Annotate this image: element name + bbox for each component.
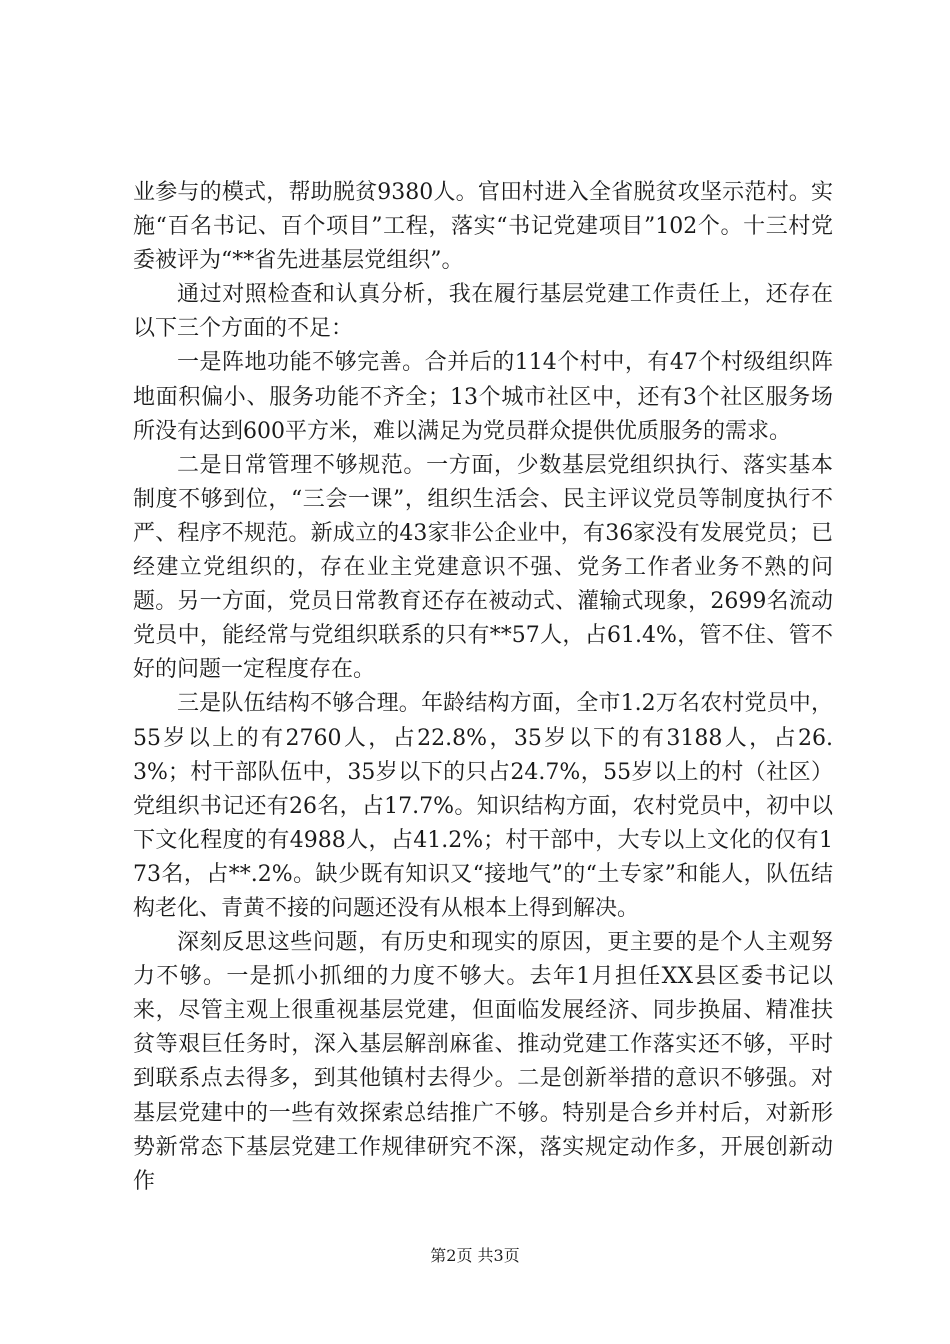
paragraph-continuation: 业参与的模式，帮助脱贫9380人。官田村进入全省脱贫攻坚示范村。实施“百名书记、百个项目”工程，落实“书记党建项目”102个。十三村党委被评为“**省先进基层党组织”。 — [133, 180, 833, 274]
paragraph-reflection: 深刻反思这些问题，有历史和现实的原因，更主要的是个人主观努力不够。一是抓小抓细的力度不够大。去年1月担任XX县区委书记以来，尽管主观上很重视基层党建，但面临发展经济、同步换届、精准扶贫等艰巨任务时，深入基层解剖麻雀、推动党建工作落实还不够，平时到联系点去得多，到其他镇村去得少。二是创新举措的意识不够强。对基层党建中的一些有效探索总结推广不够。特别是合乡并村后，对新形势新常态下基层党建工作规律研究不深，落实规定动作多，开展创新动作 — [133, 930, 833, 1194]
paragraph-point-one: 一是阵地功能不够完善。合并后的114个村中，有47个村级组织阵地面积偏小、服务功能不齐全；13个城市社区中，还有3个社区服务场所没有达到600平方米，难以满足为党员群众提供优质服务的需求。 — [133, 350, 833, 444]
page-footer: 第2页 共3页 — [430, 1246, 520, 1265]
document-body — [133, 176, 833, 1199]
paragraph-point-two: 二是日常管理不够规范。一方面，少数基层党组织执行、落实基本制度不够到位，“三会一课”，组织生活会、民主评议党员等制度执行不严、程序不规范。新成立的43家非公企业中，有36家没有发展党员；已经建立党组织的，存在业主党建意识不强、党务工作者业务不熟的问题。另一方面，党员日常教育还存在被动式、灌输式现象，2699名流动党员中，能经常与党组织联系的只有**57人，占61.4%，管不住、管不好的问题一定程度存在。 — [133, 452, 833, 683]
paragraph-point-three: 三是队伍结构不够合理。年龄结构方面，全市1.2万名农村党员中，55岁以上的有2760人，占22.8%，35岁以下的有3188人，占26.3%；村干部队伍中，35岁以下的只占24.7%，55岁以上的村（社区）党组织书记还有26名，占17.7%。知识结构方面，农村党员中，初中以下文化程度的有4988人，占41.2%；村干部中，大专以上文化的仅有173名，占**.2%。缺少既有知识又“接地气”的“土专家”和能人，队伍结构老化、青黄不接的问题还没有从根本上得到解决。 — [133, 691, 833, 921]
paragraph-summary-intro: 通过对照检查和认真分析，我在履行基层党建工作责任上，还存在以下三个方面的不足： — [133, 282, 833, 342]
